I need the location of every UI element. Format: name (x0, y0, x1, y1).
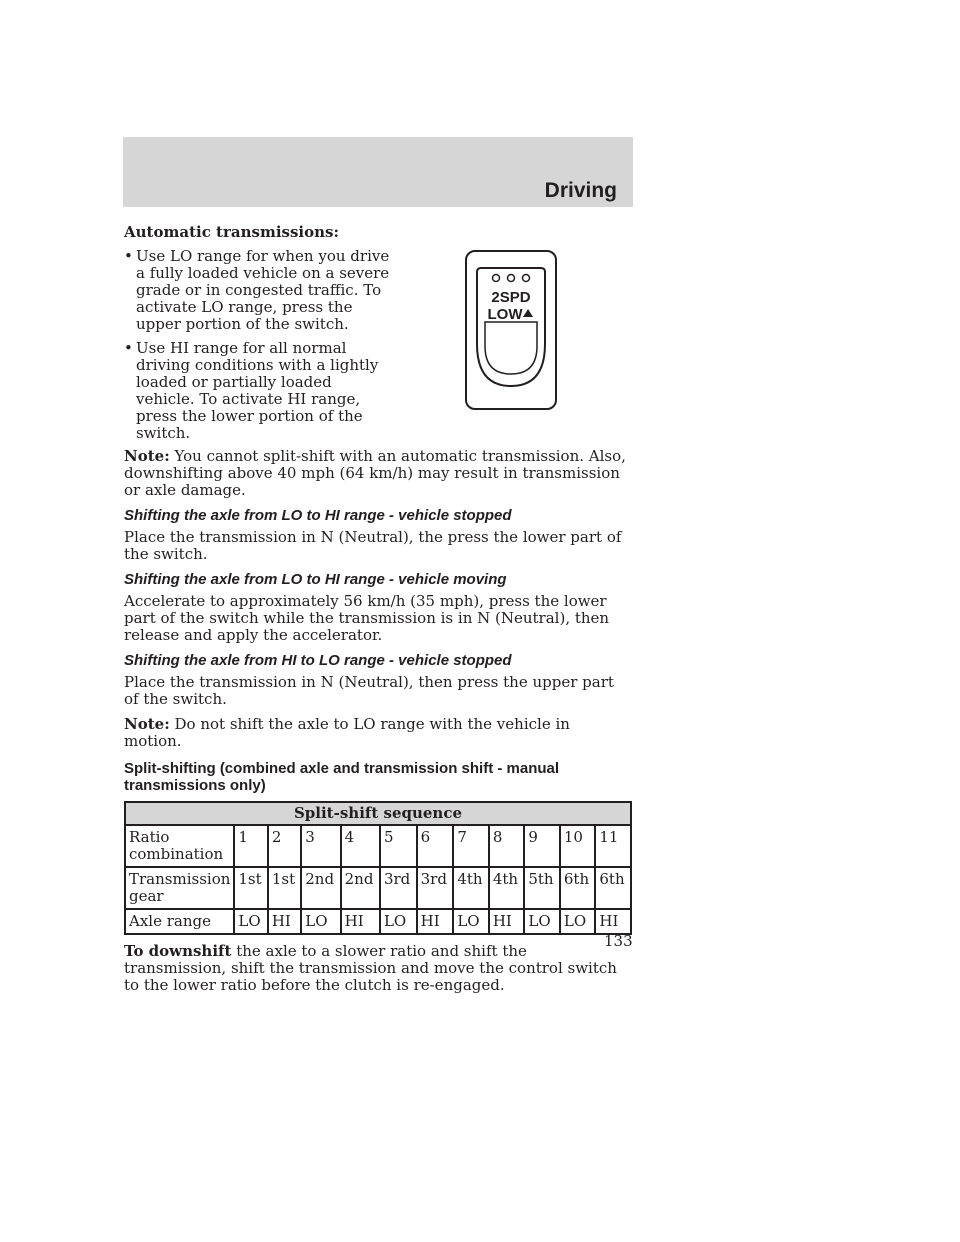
section-text: Place the transmission in N (Neutral), then press the upper part of the switch. (124, 673, 614, 708)
page-number: 133 (604, 932, 633, 950)
section-text: Accelerate to approximately 56 km/h (35 mph), press the lower part of the switch while the transmission is in N (Neutral), then release and apply the accelerator. (124, 592, 610, 644)
switch-outer-bezel (477, 268, 545, 386)
table-row (125, 825, 631, 867)
section-text: Place the transmission in N (Neutral), the press the lower part of the switch. (124, 528, 622, 563)
table-cell: 1 (234, 825, 267, 867)
table-title-row (125, 802, 631, 825)
downshift-paragraph (124, 943, 632, 994)
bullet-hi-range (124, 340, 394, 442)
downshift-text: the axle to a slower ratio and shift the transmission, shift the transmission and move the control switch to the lower ratio before the clutch is re-engaged. (124, 942, 617, 994)
table-cell: HI (417, 909, 454, 934)
table-cell: LO (453, 909, 489, 934)
table-cell: 6th (595, 867, 631, 909)
table-cell: HI (595, 909, 631, 934)
table-cell: LO (380, 909, 417, 934)
table-cell: 5 (380, 825, 417, 867)
intro-heading: Automatic transmissions: (124, 223, 340, 241)
row-label: Axle range (125, 909, 234, 934)
indicator-light-icon (493, 275, 500, 282)
bullet-symbol: • (124, 247, 133, 265)
indicator-light-icon (508, 275, 515, 282)
note-text: Do not shift the axle to LO range with the vehicle in motion. (124, 715, 570, 750)
section-title: Driving (544, 179, 617, 202)
table-cell: LO (524, 909, 560, 934)
row-label: Transmission gear (125, 867, 234, 909)
table-cell: 1st (234, 867, 267, 909)
table-cell: 2 (268, 825, 301, 867)
switch-label-low: LOW (487, 306, 523, 323)
table-cell: 5th (524, 867, 560, 909)
header-band (123, 137, 633, 207)
indicator-light-icon (523, 275, 530, 282)
page-content (124, 224, 632, 1000)
table-cell: LO (234, 909, 267, 934)
bullet-text: Use HI range for all normal driving conditions with a lightly loaded or partially loaded vehicle. To activate HI range, press the lower portion of the switch. (136, 339, 379, 442)
table-cell: HI (268, 909, 301, 934)
table-cell: 11 (595, 825, 631, 867)
table-cell: LO (301, 909, 340, 934)
table-cell: 4th (453, 867, 489, 909)
intro-block (124, 224, 632, 442)
table-cell: LO (560, 909, 596, 934)
note-label: Note: (124, 715, 170, 733)
split-shift-heading: Split-shifting (combined axle and transmission shift - manual transmissions only) (124, 760, 560, 794)
section-heading: Shifting the axle from LO to HI range - vehicle moving (124, 571, 507, 588)
table-cell: 3 (301, 825, 340, 867)
note-automatic (124, 448, 632, 499)
table-row (125, 867, 631, 909)
table-cell: HI (341, 909, 380, 934)
intro-text (124, 224, 394, 442)
section-heading: Shifting the axle from LO to HI range - vehicle stopped (124, 507, 512, 524)
table-cell: 6th (560, 867, 596, 909)
table-cell: 4th (489, 867, 525, 909)
note-label: Note: (124, 447, 170, 465)
downshift-label: To downshift (124, 942, 232, 960)
note-motion (124, 716, 632, 750)
table-cell: 2nd (301, 867, 340, 909)
table-cell: 2nd (341, 867, 380, 909)
table-cell: 8 (489, 825, 525, 867)
table-cell: 3rd (380, 867, 417, 909)
table-cell: 1st (268, 867, 301, 909)
table-cell: 4 (341, 825, 380, 867)
switch-label-2spd: 2SPD (491, 289, 531, 306)
table-cell: 6 (417, 825, 454, 867)
split-shift-table (124, 801, 632, 935)
bullet-symbol: • (124, 339, 133, 357)
table-cell: 3rd (417, 867, 454, 909)
two-speed-switch-illustration (465, 250, 557, 410)
table-title: Split-shift sequence (125, 802, 631, 825)
row-label: Ratio combination (125, 825, 234, 867)
table-cell: HI (489, 909, 525, 934)
bullet-text: Use LO range for when you drive a fully loaded vehicle on a severe grade or in congested traffic. To activate LO range, press the upper portion of the switch. (136, 247, 390, 333)
section-heading: Shifting the axle from HI to LO range - vehicle stopped (124, 652, 512, 669)
bullet-lo-range (124, 248, 394, 333)
table-cell: 7 (453, 825, 489, 867)
table-row (125, 909, 631, 934)
table-cell: 9 (524, 825, 560, 867)
table-cell: 10 (560, 825, 596, 867)
note-text: You cannot split-shift with an automatic transmission. Also, downshifting above 40 mph (64 km/h) may result in transmission or axle damage. (124, 447, 626, 499)
